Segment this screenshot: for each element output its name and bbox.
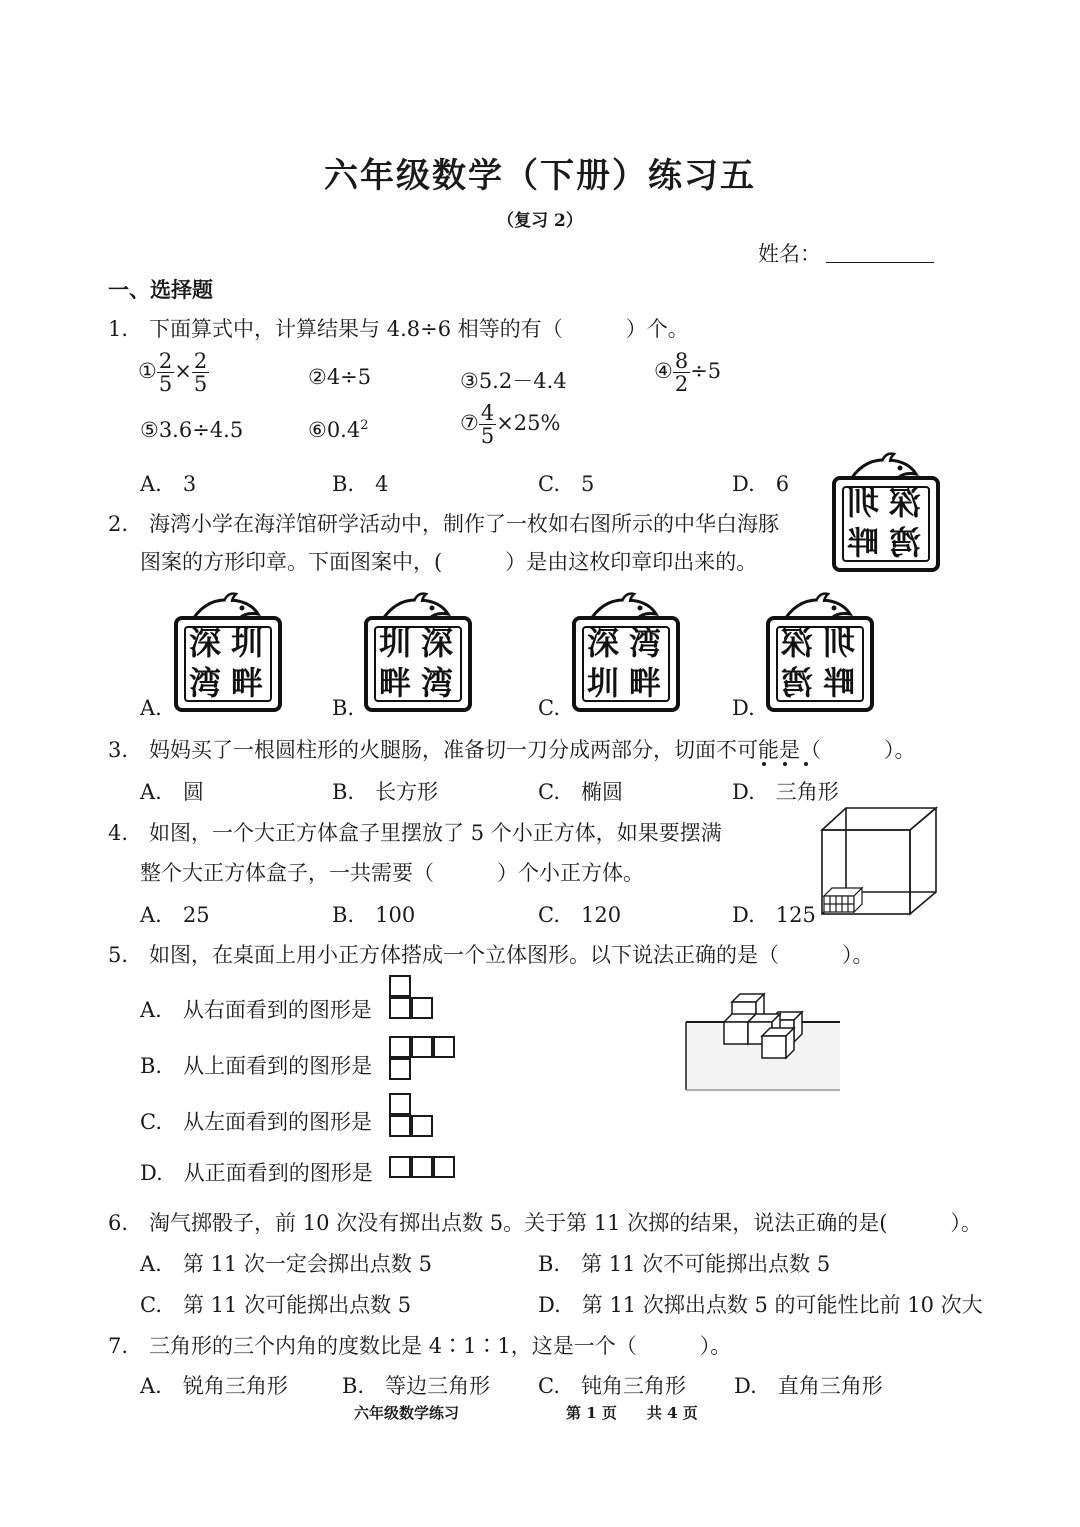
q4-option-c[interactable]: C. 120 [538, 903, 622, 927]
footer-page-number: 第 1 页 共 4 页 [566, 1404, 698, 1422]
q4-option-a[interactable]: A. 25 [140, 903, 210, 927]
emphasis-dot [804, 762, 808, 766]
q7-option-b[interactable]: B. 等边三角形 [342, 1374, 491, 1398]
question-6-stem: 6. 淘气掷骰子，前 10 次没有掷出点数 5。关于第 11 次掷的结果，说法正确的是( ）。 [108, 1211, 982, 1235]
q1-option-a[interactable]: A. 3 [140, 472, 197, 496]
q1-item-2: ②4÷5 [308, 365, 372, 389]
q2-label-a[interactable]: A. [140, 696, 162, 720]
cube-stack-figure [684, 992, 842, 1096]
page-title: 六年级数学（下册）练习五 [324, 156, 756, 196]
q1-option-c[interactable]: C. 5 [538, 472, 595, 496]
q1-item-1: ① $\frac{2}{5}$ × $\frac{2}{5}$ [138, 349, 208, 397]
q6-option-d[interactable]: D. 第 11 次掷出点数 5 的可能性比前 10 次大 [538, 1293, 983, 1317]
q5-option-c[interactable]: C. 从左面看到的图形是 [140, 1110, 372, 1134]
question-5-stem: 5. 如图，在桌面上用小正方体搭成一个立体图形。以下说法正确的是（ ）。 [108, 943, 874, 967]
q6-option-c[interactable]: C. 第 11 次可能掷出点数 5 [140, 1293, 412, 1317]
q7-option-d[interactable]: D. 直角三角形 [734, 1374, 883, 1398]
q1-item-4: ④ $\frac{8}{2}$ ÷5 [654, 349, 722, 397]
emphasis-dot [762, 762, 766, 766]
name-blank-line[interactable] [826, 262, 934, 263]
q5-option-a[interactable]: A. 从右面看到的图形是 [140, 998, 372, 1022]
q1-item-5: ⑤3.6÷4.5 [140, 418, 244, 442]
q1-item-3: ③5.2－4.4 [460, 369, 567, 393]
q3-option-b[interactable]: B. 长方形 [332, 780, 439, 804]
q6-option-a[interactable]: A. 第 11 次一定会掷出点数 5 [140, 1252, 432, 1276]
question-2-line2: 图案的方形印章。下面图案中，( ）是由这枚印章印出来的。 [140, 550, 758, 574]
emphasis-dot [783, 762, 787, 766]
footer-title: 六年级数学练习 [354, 1404, 460, 1422]
question-1-stem: 1. 下面算式中，计算结果与 4.8÷6 相等的有（ ）个。 [108, 317, 689, 341]
question-7-stem: 7. 三角形的三个内角的度数比是 4∶1∶1，这是一个（ ）。 [108, 1334, 732, 1358]
question-4-line2: 整个大正方体盒子，一共需要（ ）个小正方体。 [140, 861, 644, 885]
q3-option-a[interactable]: A. 圆 [140, 780, 204, 804]
q3-option-c[interactable]: C. 椭圆 [538, 780, 623, 804]
q7-option-a[interactable]: A. 锐角三角形 [140, 1374, 288, 1398]
q5-option-b[interactable]: B. 从上面看到的图形是 [140, 1054, 373, 1078]
name-label: 姓名： [758, 242, 821, 266]
q4-option-d[interactable]: D. 125 [732, 903, 816, 927]
question-2-line1: 2. 海湾小学在海洋馆研学活动中，制作了一枚如右图所示的中华白海豚 [108, 512, 780, 536]
q2-label-c[interactable]: C. [538, 696, 560, 720]
q2-label-b[interactable]: B. [332, 696, 355, 720]
q2-label-d[interactable]: D. [732, 696, 755, 720]
cube-box-figure [818, 804, 940, 918]
question-3-stem: 3. 妈妈买了一根圆柱形的火腿肠，准备切一刀分成两部分，切面不可能是（ ）。 [108, 738, 916, 762]
question-4-line1: 4. 如图，一个大正方体盒子里摆放了 5 个小正方体，如果要摆满 [108, 821, 722, 845]
section-title: 一、选择题 [108, 277, 213, 302]
q1-item-7: ⑦ $\frac{4}{5}$ ×25% [460, 401, 561, 449]
q7-option-c[interactable]: C. 钝角三角形 [538, 1374, 686, 1398]
q3-option-d[interactable]: D. 三角形 [732, 780, 839, 804]
q1-item-6: $⑥0.4^2$ [308, 418, 369, 442]
page-subtitle: （复习 2） [497, 211, 583, 231]
q4-option-b[interactable]: B. 100 [332, 903, 416, 927]
q5-option-d[interactable]: D. 从正面看到的图形是 [140, 1161, 373, 1185]
q6-option-b[interactable]: B. 第 11 次不可能掷出点数 5 [538, 1252, 831, 1276]
q1-option-d[interactable]: D. 6 [732, 472, 790, 496]
q1-option-b[interactable]: B. 4 [332, 472, 389, 496]
